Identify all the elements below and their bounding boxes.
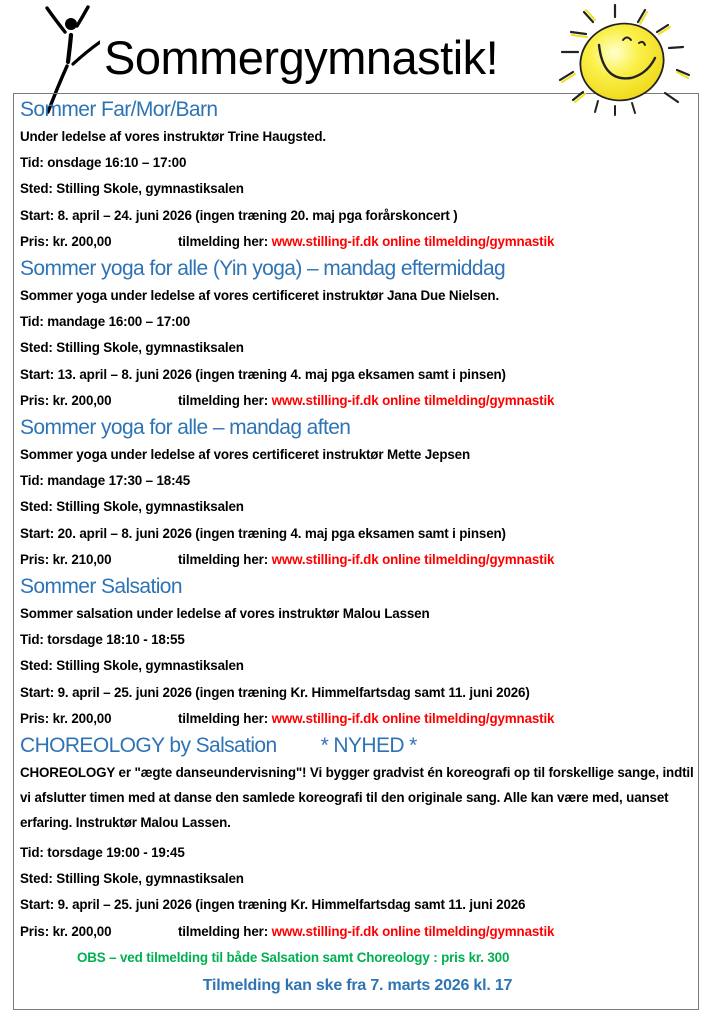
section-title: CHOREOLOGY by Salsation (20, 734, 277, 758)
signup-link[interactable]: www.stilling-if.dk online tilmelding/gymnastik (271, 551, 555, 567)
section-price: Pris: kr. 200,00 (20, 392, 112, 408)
section-place: Sted: Stilling Skole, gymnastiksalen (20, 658, 244, 674)
section-description: Under ledelse af vores instruktør Trine Haugsted. (20, 129, 326, 144)
course-section (20, 573, 695, 732)
signup-label: tilmelding her: (178, 923, 269, 939)
section-price: Pris: kr. 200,00 (20, 923, 112, 939)
signup-link[interactable]: www.stilling-if.dk online tilmelding/gymnastik (271, 392, 555, 408)
course-section (20, 732, 695, 945)
section-price: Pris: kr. 200,00 (20, 233, 112, 249)
signup-link[interactable]: www.stilling-if.dk online tilmelding/gymnastik (271, 233, 555, 249)
section-title: Sommer yoga for alle (Yin yoga) – mandag eftermiddag (20, 257, 506, 281)
section-description: Sommer yoga under ledelse af vores certificeret instruktør Mette Jepsen (20, 447, 471, 463)
course-section (20, 414, 695, 573)
section-time: Tid: torsdage 18:10 - 18:55 (20, 632, 185, 648)
section-description: Sommer yoga under ledelse af vores certificeret instruktør Jana Due Nielsen. (20, 288, 500, 304)
section-price: Pris: kr. 200,00 (20, 710, 112, 726)
course-section (20, 96, 695, 255)
section-title-row (20, 732, 695, 760)
section-start: Start: 8. april – 24. juni 2026 (ingen træning 20. maj pga forårskoncert ) (20, 207, 458, 223)
section-title: Sommer Far/Mor/Barn (20, 98, 218, 121)
section-time: Tid: torsdage 19:00 - 19:45 (20, 845, 185, 861)
signup-label: tilmelding her: (178, 233, 269, 249)
signup-label: tilmelding her: (178, 551, 269, 567)
section-title: Sommer yoga for alle – mandag aften (20, 416, 351, 440)
course-list (20, 96, 695, 1001)
section-place: Sted: Stilling Skole, gymnastiksalen (20, 871, 244, 887)
signup-label: tilmelding her: (178, 392, 269, 408)
section-description: Sommer salsation under ledelse af vores instruktør Malou Lassen (20, 606, 430, 622)
section-time: Tid: mandage 17:30 – 18:45 (20, 473, 191, 489)
section-price-row (20, 547, 695, 573)
course-section (20, 255, 695, 414)
section-place: Sted: Stilling Skole, gymnastiksalen (20, 340, 244, 356)
section-description: CHOREOLOGY er "ægte danseundervisning"! Vi bygger gradvist én koreografi op til forskellige sange, indtil vi afslutter timen med at danse den samlede koreografi til den originale sang. Alle kan være med, uanset erfaring. Instruktør Malou Lassen. (20, 765, 694, 831)
section-price-row (20, 388, 695, 414)
signup-link[interactable]: www.stilling-if.dk online tilmelding/gymnastik (271, 923, 555, 939)
new-badge: * NYHED * (320, 734, 417, 758)
section-start: Start: 9. april – 25. juni 2026 (ingen træning Kr. Himmelfartsdag samt 11. juni 2026 (20, 897, 526, 913)
registration-open-notice: Tilmelding kan ske fra 7. marts 2026 kl. 17 (202, 976, 513, 994)
section-price: Pris: kr. 210,00 (20, 551, 112, 567)
section-place: Sted: Stilling Skole, gymnastiksalen (20, 499, 244, 515)
section-start: Start: 20. april – 8. juni 2026 (ingen træning 4. maj pga eksamen samt i pinsen) (20, 525, 506, 541)
section-price-row (20, 229, 695, 255)
section-place: Sted: Stilling Skole, gymnastiksalen (20, 181, 244, 197)
section-start: Start: 13. april – 8. juni 2026 (ingen træning 4. maj pga eksamen samt i pinsen) (20, 366, 506, 382)
signup-label: tilmelding her: (178, 710, 269, 726)
combo-price-note: OBS – ved tilmelding til både Salsation samt Choreology : pris kr. 300 (77, 949, 510, 965)
section-start: Start: 9. april – 25. juni 2026 (ingen træning Kr. Himmelfartsdag samt 11. juni 2026) (20, 684, 530, 700)
section-price-row (20, 919, 695, 945)
signup-link[interactable]: www.stilling-if.dk online tilmelding/gymnastik (271, 710, 555, 726)
page-title: Sommergymnastik! (104, 31, 499, 84)
section-price-row (20, 706, 695, 732)
section-time: Tid: onsdage 16:10 – 17:00 (20, 155, 187, 171)
section-time: Tid: mandage 16:00 – 17:00 (20, 314, 191, 330)
section-title: Sommer Salsation (20, 575, 182, 599)
